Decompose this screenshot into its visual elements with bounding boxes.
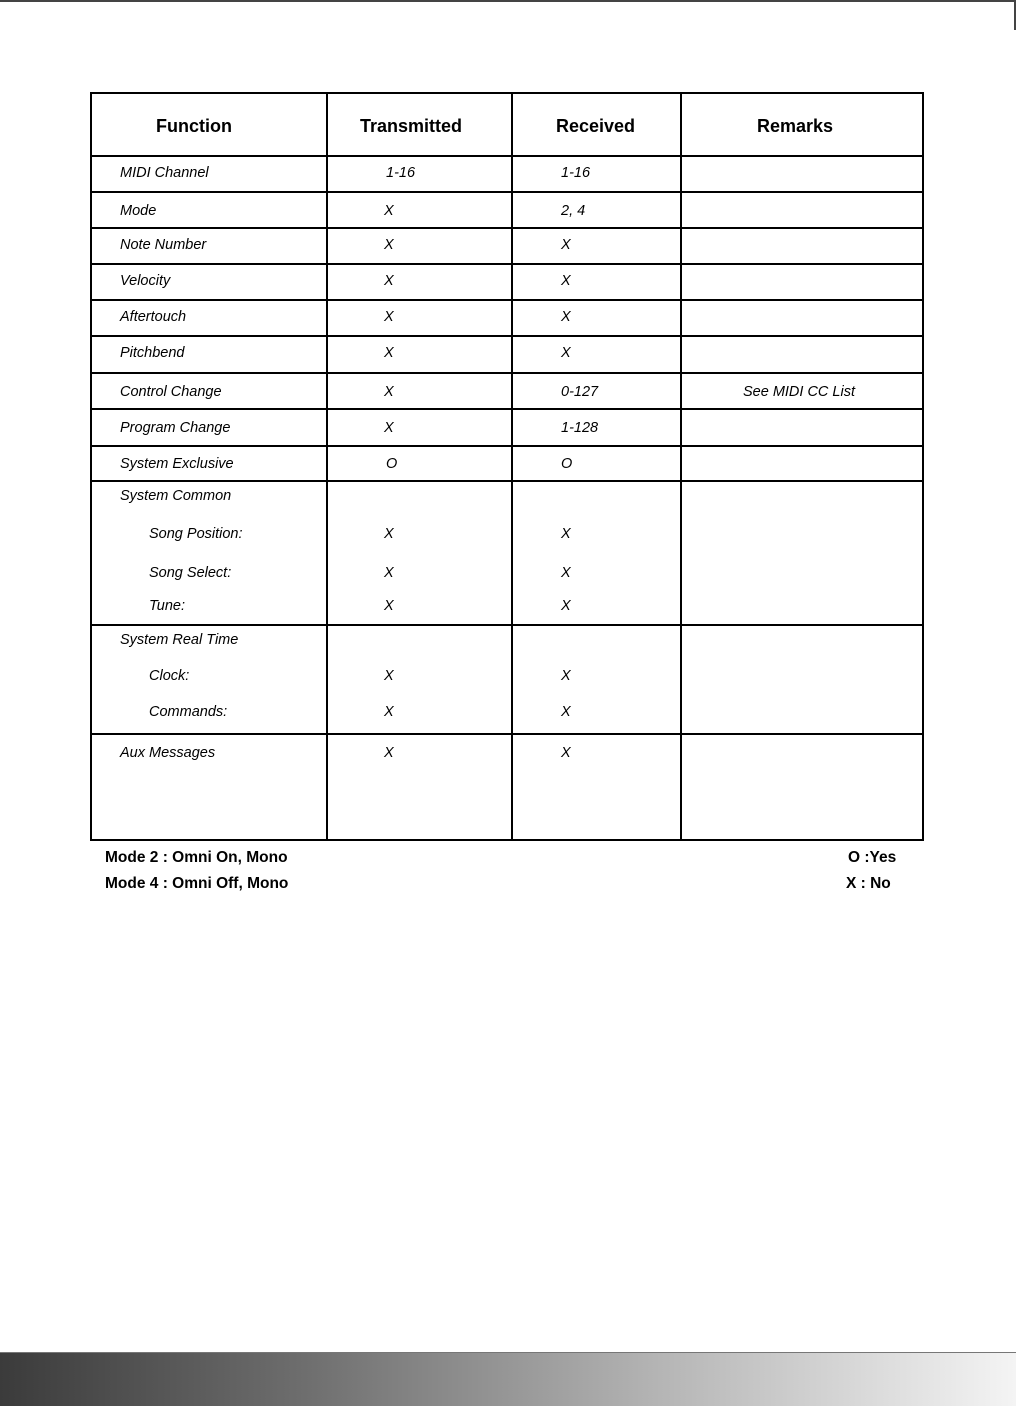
received-aux-messages: X — [561, 745, 571, 761]
function-commands: Commands: — [149, 704, 228, 720]
function-midi-channel: MIDI Channel — [120, 165, 209, 181]
received-song-select: X — [561, 565, 571, 581]
function-aftertouch: Aftertouch — [120, 309, 187, 325]
row-divider — [92, 733, 922, 735]
row-divider — [92, 299, 922, 301]
function-pitchbend: Pitchbend — [120, 345, 185, 361]
row-divider — [92, 624, 922, 626]
transmitted-aftertouch: X — [384, 309, 394, 325]
function-note-number: Note Number — [120, 237, 207, 253]
column-divider — [511, 94, 513, 839]
transmitted-pitchbend: X — [384, 345, 394, 361]
header-transmitted: Transmitted — [359, 116, 463, 136]
received-clock: X — [561, 668, 571, 684]
function-aux-messages: Aux Messages — [120, 745, 216, 761]
row-divider — [92, 155, 922, 157]
transmitted-velocity: X — [384, 273, 394, 289]
top-rule — [0, 0, 1016, 2]
received-tune: X — [561, 598, 571, 614]
function-program-change: Program Change — [120, 420, 231, 436]
row-divider — [92, 480, 922, 482]
row-divider — [92, 408, 922, 410]
function-system-common: System Common — [120, 488, 232, 504]
function-tune: Tune: — [149, 598, 186, 614]
transmitted-tune: X — [384, 598, 394, 614]
remarks-control-change: See MIDI CC List — [743, 384, 855, 400]
function-clock: Clock: — [149, 668, 190, 684]
function-velocity: Velocity — [120, 273, 171, 289]
function-system-real-time: System Real Time — [120, 632, 239, 648]
column-divider — [680, 94, 682, 839]
legend-yes: O :Yes — [848, 849, 897, 866]
legend-mode-2: Mode 2 : Omni On, Mono — [105, 849, 288, 866]
transmitted-mode: X — [384, 203, 394, 219]
transmitted-aux-messages: X — [384, 745, 394, 761]
received-song-position: X — [561, 526, 571, 542]
received-pitchbend: X — [561, 345, 571, 361]
transmitted-song-position: X — [384, 526, 394, 542]
received-midi-channel: 1-16 — [561, 165, 591, 181]
received-program-change: 1-128 — [561, 420, 599, 436]
row-divider — [92, 191, 922, 193]
footer-gradient-bar — [0, 1353, 1016, 1406]
transmitted-commands: X — [384, 704, 394, 720]
transmitted-system-exclusive: O — [386, 456, 398, 472]
received-velocity: X — [561, 273, 571, 289]
row-divider — [92, 335, 922, 337]
transmitted-song-select: X — [384, 565, 394, 581]
row-divider — [92, 372, 922, 374]
transmitted-control-change: X — [384, 384, 394, 400]
transmitted-clock: X — [384, 668, 394, 684]
received-commands: X — [561, 704, 571, 720]
legend-no: X : No — [846, 875, 891, 892]
received-aftertouch: X — [561, 309, 571, 325]
column-divider — [326, 94, 328, 839]
received-note-number: X — [561, 237, 571, 253]
header-received: Received — [555, 116, 636, 136]
header-function: Function — [156, 116, 232, 136]
row-divider — [92, 227, 922, 229]
received-system-exclusive: O — [561, 456, 573, 472]
function-control-change: Control Change — [120, 384, 222, 400]
received-control-change: 0-127 — [561, 384, 599, 400]
row-divider — [92, 263, 922, 265]
transmitted-note-number: X — [384, 237, 394, 253]
transmitted-program-change: X — [384, 420, 394, 436]
transmitted-midi-channel: 1-16 — [386, 165, 416, 181]
received-mode: 2, 4 — [561, 203, 586, 219]
row-divider — [92, 445, 922, 447]
function-song-select: Song Select: — [149, 565, 232, 581]
function-song-position: Song Position: — [149, 526, 243, 542]
legend-mode-4: Mode 4 : Omni Off, Mono — [105, 875, 289, 892]
function-system-exclusive: System Exclusive — [120, 456, 234, 472]
function-mode: Mode — [120, 203, 157, 219]
midi-implementation-chart — [90, 92, 924, 841]
header-remarks: Remarks — [756, 116, 834, 136]
